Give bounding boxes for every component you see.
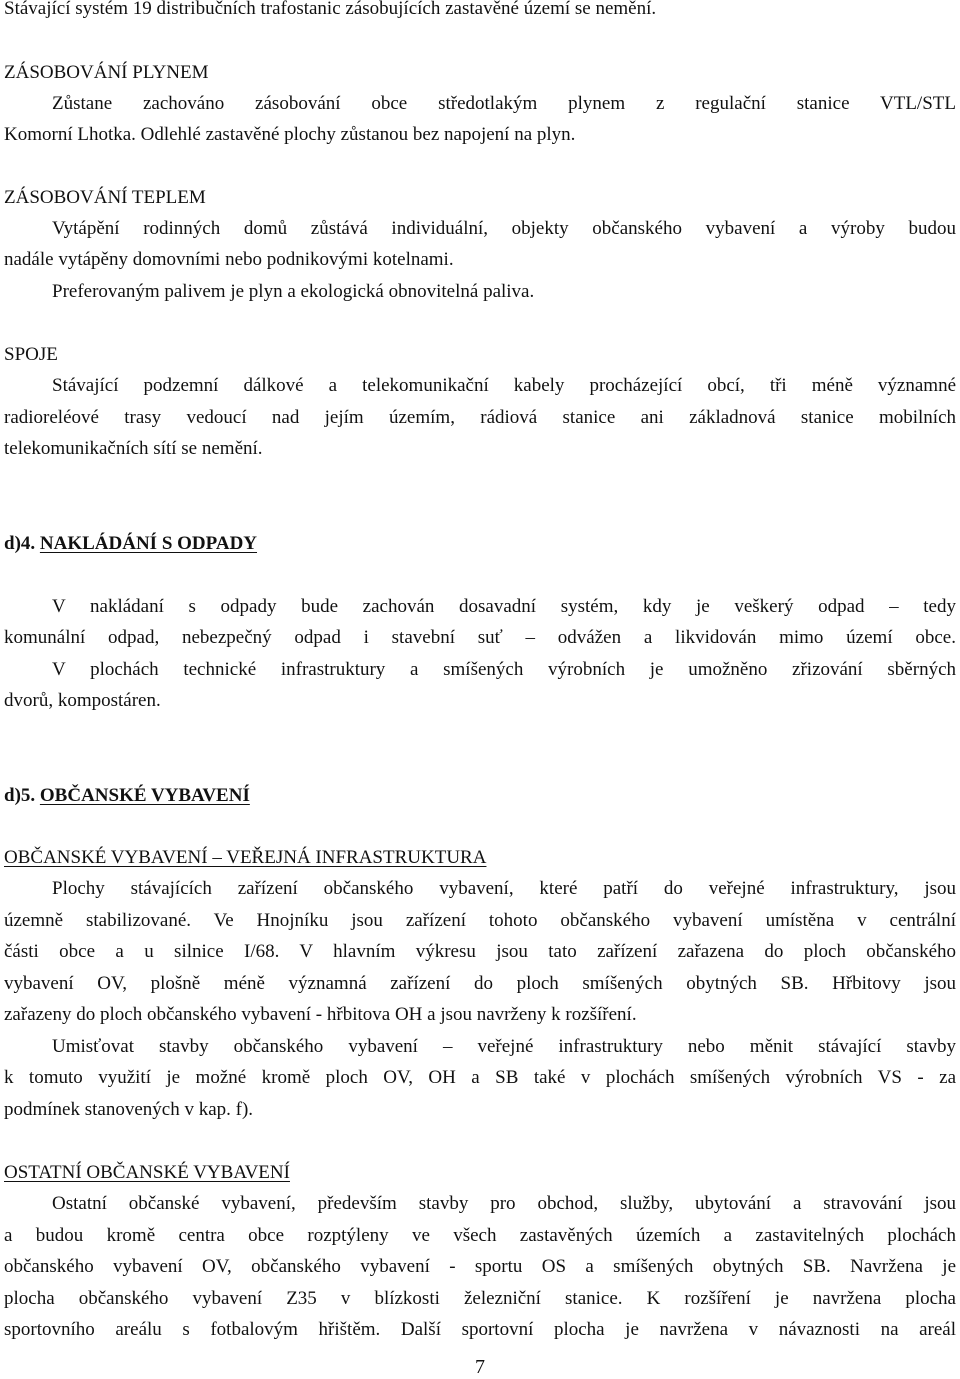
section-heading-plyn: ZÁSOBOVÁNÍ PLYNEM	[4, 62, 209, 83]
paragraph-line: vybavení OV, plošně méně významná zařízení do ploch smíšených obytných SB. Hřbitovy jsou	[4, 973, 956, 994]
paragraph-line: Preferovaným palivem je plyn a ekologická obnovitelná paliva.	[52, 281, 535, 302]
section-heading-ov-verejna: OBČANSKÉ VYBAVENÍ – VEŘEJNÁ INFRASTRUKTURA	[4, 847, 487, 868]
paragraph-line: a budou kromě centra obce rozptýleny ve všech zastavěných územích a zastavitelných plochách	[4, 1225, 956, 1246]
paragraph-line: sportovního areálu s fotbalovým hřištěm. Další sportovní plocha je navržena v návaznosti na areál	[4, 1319, 956, 1340]
paragraph-line: telekomunikačních sítí se nemění.	[4, 438, 263, 459]
paragraph-line: Zůstane zachováno zásobování obce středotlakým plynem z regulační stanice VTL/STL	[52, 93, 956, 114]
paragraph-line: Umisťovat stavby občanského vybavení – veřejné infrastruktury nebo měnit stávající stavby	[52, 1036, 956, 1057]
paragraph-line: radioreléové trasy vedoucí nad jejím územím, rádiová stanice ani základnová stanice mobilních	[4, 407, 956, 428]
paragraph-line: k tomuto využití je možné kromě ploch OV, OH a SB také v plochách smíšených výrobních VS - za	[4, 1067, 956, 1088]
section-title: NAKLÁDÁNÍ S ODPADY	[39, 533, 258, 554]
section-heading-d5	[4, 780, 956, 812]
section-title: OBČANSKÉ VYBAVENÍ	[39, 785, 250, 806]
paragraph-line: Komorní Lhotka. Odlehlé zastavěné plochy zůstanou bez napojení na plyn.	[4, 124, 576, 145]
paragraph-line: plocha občanského vybavení Z35 v blízkosti železniční stanice. K rozšíření je navržena plocha	[4, 1288, 956, 1309]
paragraph-line: Stávající podzemní dálkové a telekomunikační kabely procházející obcí, tři méně významné	[52, 375, 956, 396]
paragraph-line: Vytápění rodinných domů zůstává individuální, objekty občanského vybavení a výroby budou	[52, 218, 956, 239]
paragraph-line: komunální odpad, nebezpečný odpad i stavební suť – odvážen a likvidován mimo území obce.	[4, 627, 956, 648]
paragraph-line: V nakládaní s odpady bude zachován dosavadní systém, kdy je veškerý odpad – tedy	[52, 596, 956, 617]
paragraph-line: zařazeny do ploch občanského vybavení - hřbitova OH a jsou navrženy k rozšíření.	[4, 1004, 637, 1025]
paragraph-line: občanského vybavení OV, občanského vybavení - sportu OS a smíšených obytných SB. Navržena je	[4, 1256, 956, 1277]
paragraph-line: územně stabilizované. Ve Hnojníku jsou zařízení tohoto občanského vybavení umístěna v centrální	[4, 910, 956, 931]
section-heading-ostatni: OSTATNÍ OBČANSKÉ VYBAVENÍ	[4, 1162, 290, 1183]
section-number: d)5.	[4, 785, 36, 806]
paragraph-line: V plochách technické infrastruktury a smíšených výrobních je umožněno zřizování sběrných	[52, 659, 956, 680]
section-heading-spoje: SPOJE	[4, 344, 58, 365]
paragraph-line: podmínek stanovených v kap. f).	[4, 1099, 254, 1120]
paragraph-line: Plochy stávajících zařízení občanského vybavení, které patří do veřejné infrastruktury, jsou	[52, 878, 956, 899]
section-heading-d4	[4, 528, 956, 560]
section-number: d)4.	[4, 533, 36, 554]
page-number: 7	[475, 1356, 485, 1378]
paragraph-line: Ostatní občanské vybavení, především stavby pro obchod, služby, ubytování a stravování jsou	[52, 1193, 956, 1214]
paragraph-line: nadále vytápěny domovními nebo podnikovými kotelnami.	[4, 249, 454, 270]
paragraph-line: části obce a u silnice I/68. V hlavním výkresu jsou tato zařízení zařazena do ploch občanského	[4, 941, 956, 962]
section-heading-teplo: ZÁSOBOVÁNÍ TEPLEM	[4, 187, 206, 208]
paragraph-line: Stávající systém 19 distribučních trafostanic zásobujících zastavěné území se nemění.	[4, 0, 657, 19]
paragraph-line: dvorů, kompostáren.	[4, 690, 161, 711]
